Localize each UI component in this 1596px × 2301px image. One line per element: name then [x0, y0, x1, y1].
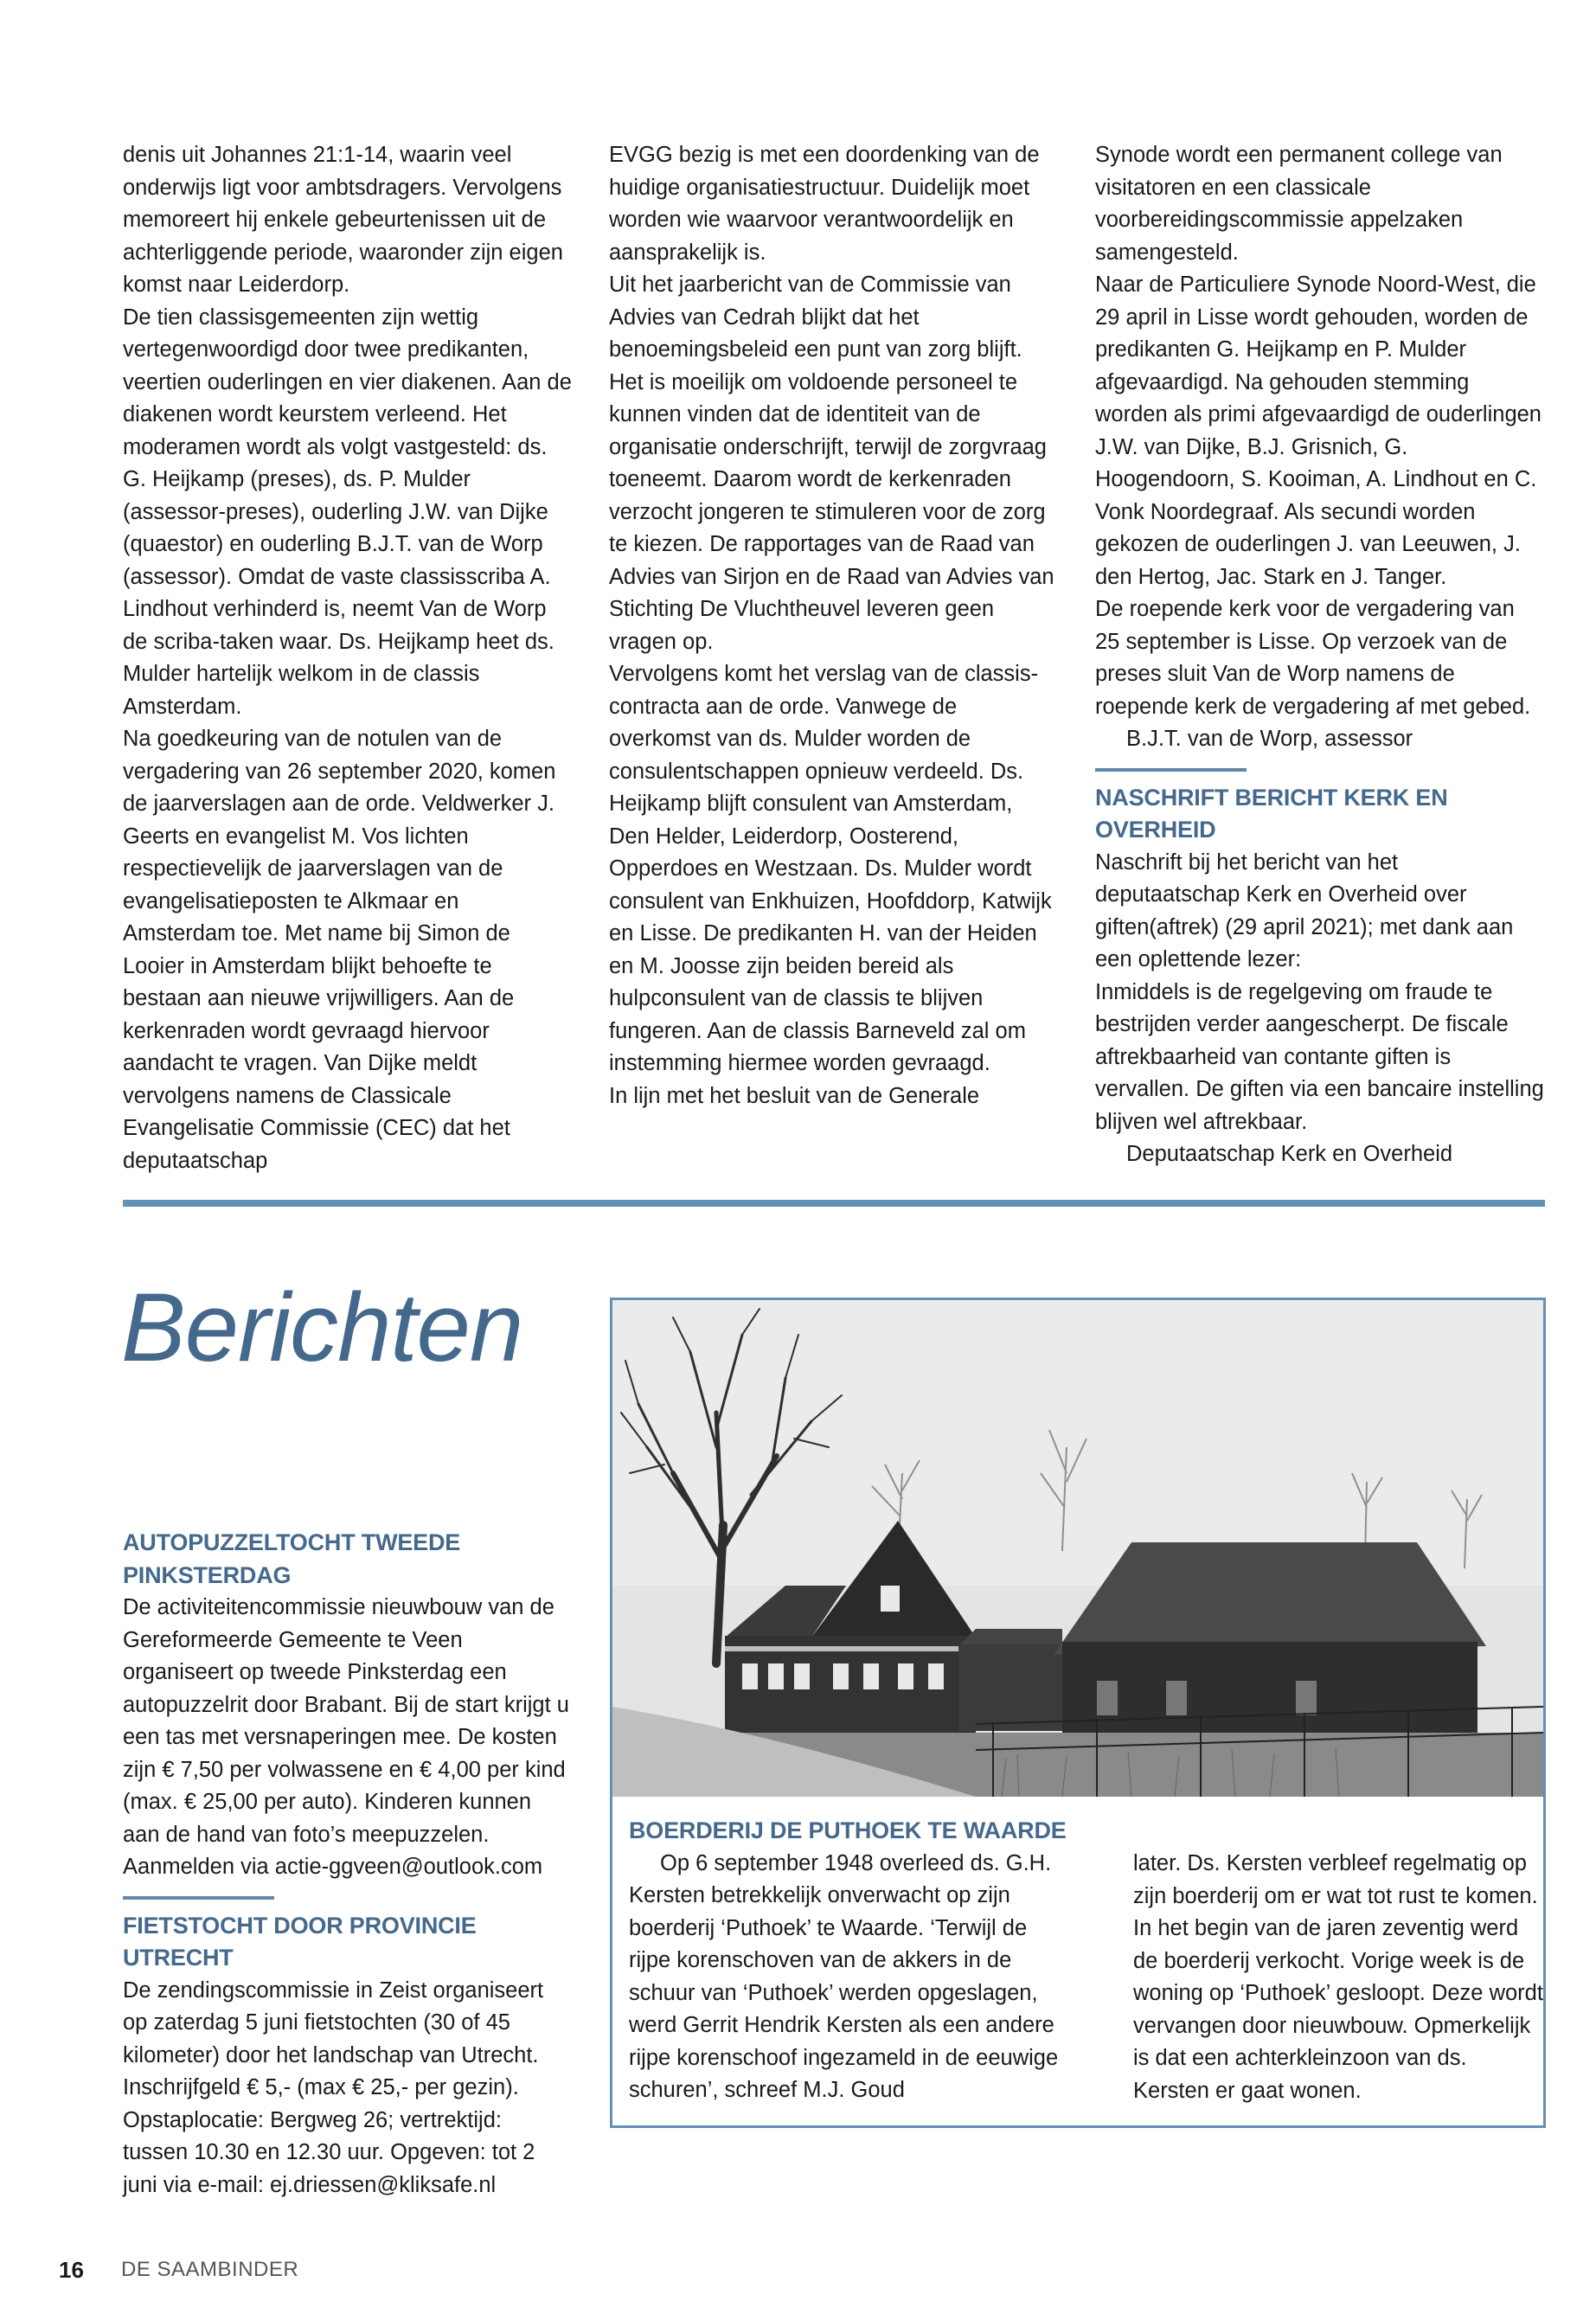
paragraph: EVGG bezig is met een doordenking van de huidige organisatiestructuur. Duidelijk moet worden wie waarvoor verantwoordelijk en aansprakelijk is. — [609, 143, 1040, 265]
boerderij-heading: BOERDERIJ DE PUTHOEK TE WAARDE — [629, 1817, 1067, 1843]
fietstocht-text: De zendingscommissie in Zeist organiseert op zaterdag 5 juni fietstochten (30 of 45 kilometer) door het landschap van Utrecht. Inschrijfgeld € 5,- (max € 25,- per gezin). Opstaplocatie: Bergweg 26; vertrektijd: tussen 10.30 en 12.30 uur. Opgeven: tot 2 juni via e-mail: ej.driessen@kliksafe.nl — [123, 1977, 544, 2197]
paragraph: Inmiddels is de regelgeving om fraude te bestrijden verder aangescherpt. De fiscale aftrekbaarheid van contante giften is vervallen. De giften via een bancaire instelling blijven wel aftrekbaar. — [1095, 979, 1544, 1134]
paragraph: Naschrift bij het bericht van het deputaatschap Kerk en Overheid over giften(aftrek) (29 april 2021); met dank aan een oplettende lezer: — [1095, 849, 1514, 971]
section-title: Berichten — [121, 1273, 523, 1381]
page-number: 16 — [59, 2257, 84, 2283]
berichten-left-column — [123, 1527, 573, 2202]
farm-photo-illustration — [612, 1300, 1543, 1797]
paragraph: Uit het jaarbericht van de Commissie van Advies van Cedrah blijkt dat het benoemingsbeleid een punt van zorg blijft. Het is moeilijk om voldoende personeel te kunnen vinden dat de identiteit van de organisatie onderschrijft, terwijl de zorgvraag toeneemt. Daarom wordt de kerkenraden verzocht jongeren te stimuleren voor de zorg te kiezen. De rapportages van de Raad van Advies van Sirjon en de Raad van Advies van Stichting De Vluchtheuvel leveren geen vragen op. — [609, 272, 1054, 654]
paragraph: Naar de Particuliere Synode Noord-West, die 29 april in Lisse wordt gehouden, worden de predikanten G. Heijkamp en P. Mulder afgevaardigd. Na gehouden stemming worden als primi afgevaardigd de ouderlingen J.W. van Dijke, B.J. Grisnich, G. Hoogendoorn, S. Kooiman, A. Lindhout en C. Vonk Noordegraaf. Als secundi worden gekozen de ouderlingen J. van Leeuwen, J. den Hertog, Jac. Stark en J. Tanger. — [1095, 272, 1542, 589]
article-column-1 — [123, 139, 573, 1177]
paragraph: De tien classisgemeenten zijn wettig vertegenwoordigd door twee predikanten, veertien ouderlingen en vier diakenen. Aan de diakenen wordt keurstem verleend. Het moderamen wordt als volgt vastgesteld: ds. G. Heijkamp (preses), ds. P. Mulder (assessor-preses), ouderling J.W. van Dijke (quaestor) en ouderling B.J.T. van de Worp (assessor). Omdat de vaste classisscriba A. Lindhout verhinderd is, neemt Van de Worp de scriba-taken waar. Ds. Heijkamp heet ds. Mulder hartelijk welkom in de classis Amsterdam. — [123, 304, 572, 719]
paragraph: denis uit Johannes 21:1-14, waarin veel onderwijs ligt voor ambtsdragers. Vervolgens memoreert hij enkele gebeurtenissen uit de achterliggende periode, waaronder zijn eigen komst naar Leiderdorp. — [123, 143, 563, 297]
boerderij-text-continued: later. Ds. Kersten verbleef regelmatig op zijn boerderij om er wat tot rust te komen. In het begin van de jaren zeventig werd de boerderij verkocht. Vorige week is de woning op ‘Puthoek’ gesloopt. Deze wordt vervangen door nieuwbouw. Opmerkelijk is dat een achterkleinzoon van ds. Kersten er gaat wonen. — [1133, 1851, 1543, 2103]
magazine-name: DE SAAMBINDER — [121, 2258, 299, 2281]
autopuzzel-text: De activiteitencommissie nieuwbouw van de Gereformeerde Gemeente te Veen organiseert op tweede Pinksterdag een autopuzzelrit door Brabant. Bij de start krijgt u een tas met versnaperingen mee. De kosten zijn € 7,50 per volwassene en € 4,00 per kind (max. € 25,00 per auto). Kinderen kunnen aan de hand van foto’s meepuzzelen. Aanmelden via actie-ggveen@outlook.com — [123, 1595, 569, 1879]
section-separator — [123, 1200, 1545, 1207]
paragraph: Vervolgens komt het verslag van de classis-contracta aan de orde. Vanwege de overkomst van ds. Mulder worden de consulentschappen opnieuw verdeeld. Ds. Heijkamp blijft consulent van Amsterdam, Den Helder, Leiderdorp, Oosterend, Opperdoes en Westzaan. Ds. Mulder wordt consulent van Enkhuizen, Hoofddorp, Katwijk en Lisse. De predikanten H. van der Heiden en M. Joosse zijn beiden bereid als hulpconsulent van de classis te blijven fungeren. Aan de classis Barneveld zal om instemming hiermee worden gevraagd. — [609, 662, 1052, 1075]
autopuzzel-heading: AUTOPUZZELTOCHT TWEEDE PINKSTERDAG — [123, 1529, 461, 1588]
boerderij-column-1 — [629, 1815, 1070, 2107]
paragraph: Synode wordt een permanent college van visitatoren en een classicale voorbereidingscommissie appelzaken samengesteld. — [1095, 143, 1503, 265]
naschrift-heading: NASCHRIFT BERICHT KERK EN OVERHEID — [1095, 784, 1448, 843]
fietstocht-heading: FIETSTOCHT DOOR PROVINCIE UTRECHT — [123, 1912, 477, 1971]
boerderij-text: Op 6 september 1948 overleed ds. G.H. Kersten betrekkelijk onverwacht op zijn boerderij ‘Puthoek’ te Waarde. ‘Terwijl de rijpe korenschoven van de akkers in de schuur van ‘Puthoek’ werden opgeslagen, werd Gerrit Hendrik Kersten als een andere rijpe korenschoof ingezameld in de eeuwige schuren’, schreef M.J. Goud — [629, 1850, 1059, 2102]
farm-photo — [612, 1300, 1543, 1797]
paragraph: Na goedkeuring van de notulen van de vergadering van 26 september 2020, komen de jaarverslagen aan de orde. Veldwerker J. Geerts en evangelist M. Vos lichten respectievelijk de jaarverslagen van de evangelisatieposten te Alkmaar en Amsterdam toe. Met name bij Simon de Looier in Amsterdam blijkt behoefte te bestaan aan nieuwe vrijwilligers. Aan de kerkenraden wordt gevraagd hiervoor aandacht te vragen. Van Dijke meldt vervolgens namens de Classicale Evangelisatie Commissie (CEC) dat het deputaatschap — [123, 727, 556, 1173]
boerderij-column-2 — [1133, 1848, 1548, 2107]
article-signature: B.J.T. van de Worp, assessor — [1126, 727, 1413, 751]
divider — [1095, 768, 1247, 772]
paragraph: De roepende kerk voor de vergadering van 25 september is Lisse. Op verzoek van de preses sluit Van de Worp namens de roepende kerk de vergadering af met gebed. — [1095, 597, 1531, 719]
article-column-2 — [609, 139, 1059, 1112]
article-column-3 — [1095, 139, 1545, 1171]
paragraph: In lijn met het besluit van de Generale — [609, 1083, 980, 1108]
divider — [123, 1896, 274, 1900]
naschrift-signature: Deputaatschap Kerk en Overheid — [1126, 1142, 1453, 1166]
